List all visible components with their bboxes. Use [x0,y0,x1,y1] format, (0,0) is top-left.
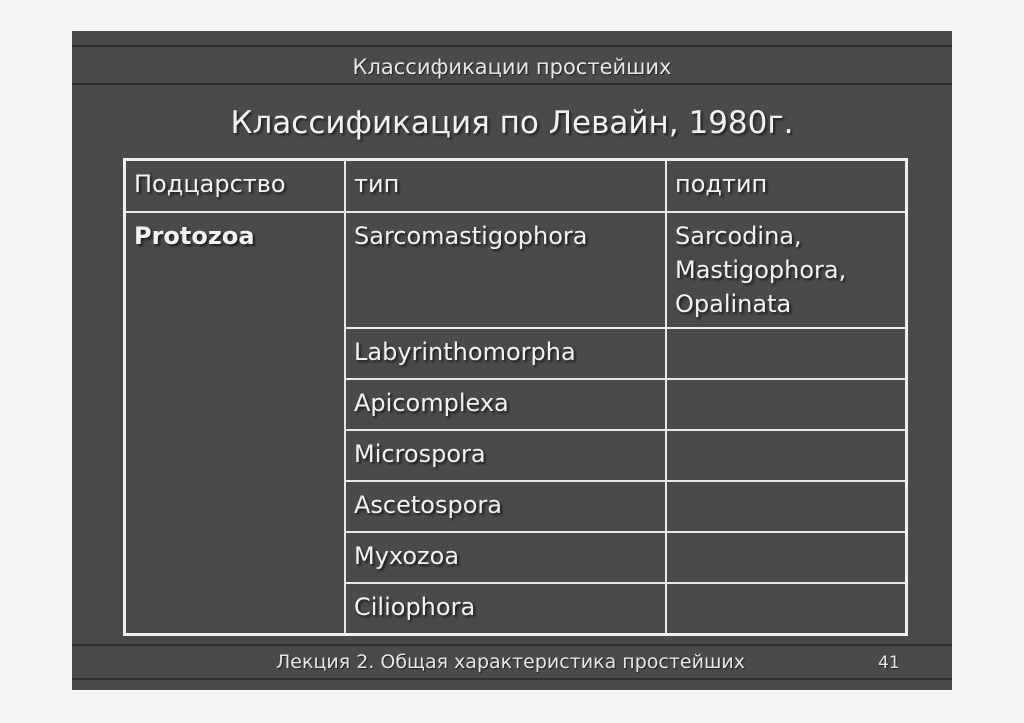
page-number: 41 [878,653,900,673]
subtype-cell [666,481,907,532]
bottom-divider [72,678,952,680]
type-cell: Ascetospora [345,481,666,532]
header-title: Классификации простейших [352,55,672,79]
subtype-cell [666,532,907,583]
table-header-row [125,160,907,213]
subkingdom-cell: Protozoa [125,212,346,635]
top-divider [72,45,952,47]
type-cell: Sarcomastigophora [345,212,666,328]
table-row [125,212,907,328]
subtype-cell [666,379,907,430]
header-subkingdom: Подцарство [125,160,346,213]
subtype-cell [666,430,907,481]
type-cell: Labyrinthomorpha [345,328,666,379]
subtype-cell [666,212,907,328]
footer-text: Лекция 2. Общая характеристика простейших [276,651,745,673]
type-cell: Microspora [345,430,666,481]
classification-table [123,158,908,636]
type-cell: Ciliophora [345,583,666,635]
header-divider [72,83,952,85]
subtype-item: Mastigophora, [675,256,847,284]
subtype-cell [666,583,907,635]
slide [72,31,952,690]
footer-divider [72,644,952,646]
main-title: Классификация по Левайн, 1980г. [230,105,794,141]
header-subtype: подтип [666,160,907,213]
subtype-item: Opalinata [675,290,792,318]
type-cell: Apicomplexa [345,379,666,430]
header-type: тип [345,160,666,213]
subtype-cell [666,328,907,379]
type-cell: Myxozoa [345,532,666,583]
subtype-item: Sarcodina, [675,222,802,250]
